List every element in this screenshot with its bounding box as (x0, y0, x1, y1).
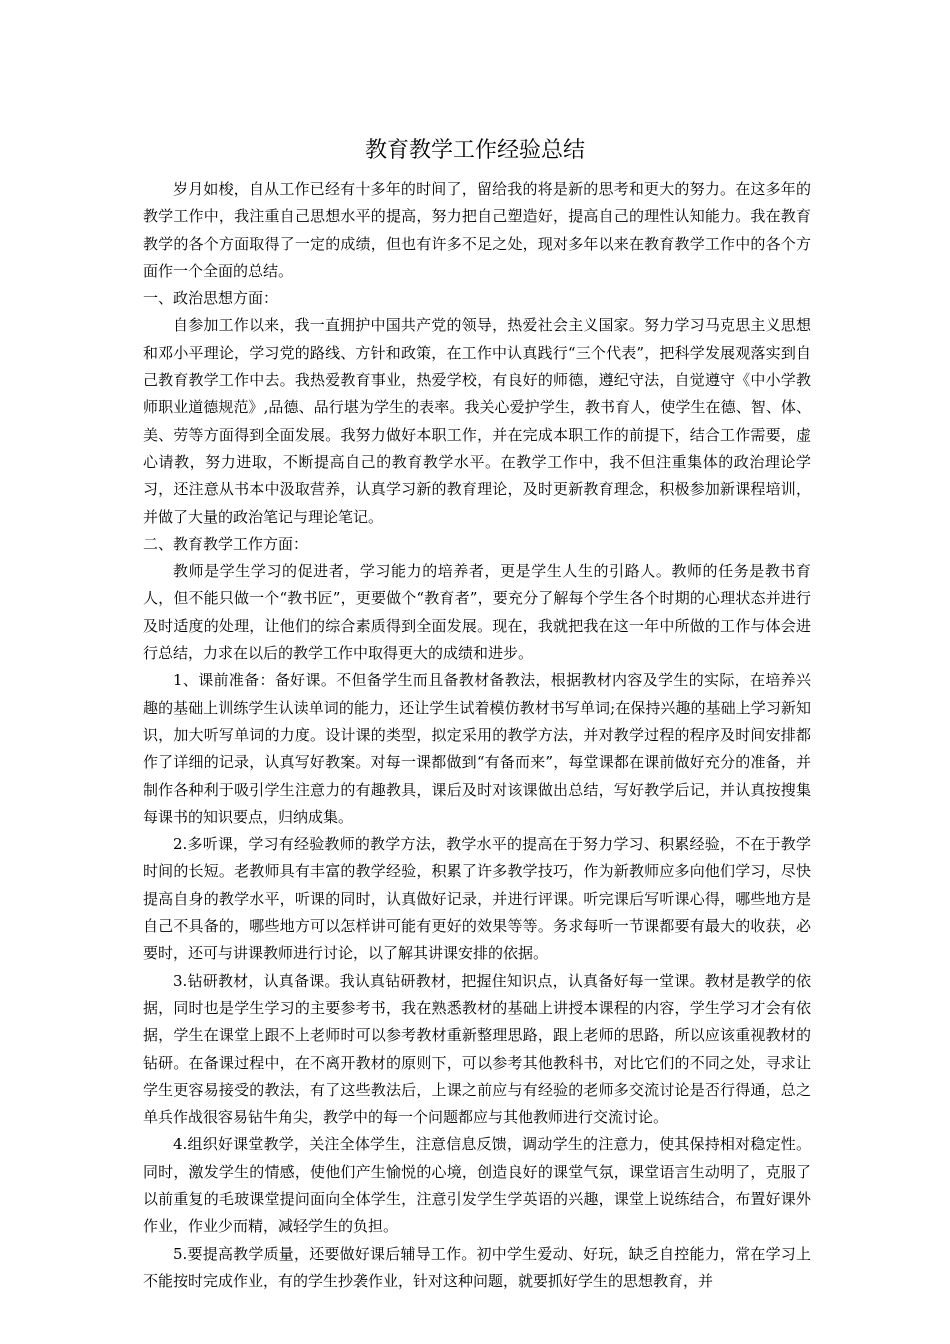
paragraph-political: 自参加工作以来，我一直拥护中国共产党的领导，热爱社会主义国家。努力学习马克思主义思想和邓小平理论，学习党的路线、方针和政策，在工作中认真践行“三个代表”，把科学发展观落实到自己教育教学工作中去。我热爱教育事业，热爱学校，有良好的师德，遵纪守法，自觉遵守《中小学教师职业道德规范》,品德、品行堪为学生的表率。我关心爱护学生，教书育人，使学生在德、智、体、美、劳等方面得到全面发展。我努力做好本职工作，并在完成本职工作的前提下，结合工作需要，虚心请教，努力进取，不断提高自己的教育教学水平。在教学工作中，我不但注重集体的政治理论学习，还注意从书本中汲取营养，认真学习新的教育理论，及时更新教育理念，积极参加新课程培训，并做了大量的政治笔记与理论笔记。 (143, 316, 811, 526)
paragraph-item-5: 5.要提高教学质量，还要做好课后辅导工作。初中学生爱动、好玩，缺乏自控能力，常在学习上不能按时完成作业，有的学生抄袭作业，针对这种问题，就要抓好学生的思想教育，并 (143, 1244, 811, 1290)
document-body (143, 176, 811, 1295)
paragraph-item-3: 3.钻研教材，认真备课。我认真钻研教材，把握住知识点，认真备好每一堂课。教材是教学的依据，同时也是学生学习的主要参考书，我在熟悉教材的基础上讲授本课程的内容，学生学习才会有依据，学生在课堂上跟不上老师时可以参考教材重新整理思路，跟上老师的思路，所以应该重视教材的钻研。在备课过程中，在不离开教材的原则下，可以参考其他教科书，对比它们的不同之处，寻求让学生更容易接受的教法，有了这些教法后，上课之前应与有经验的老师多交流讨论是否行得通，总之单兵作战很容易钻牛角尖，教学中的每一个问题都应与其他教师进行交流讨论。 (143, 971, 811, 1127)
paragraph-intro: 岁月如梭，自从工作已经有十多年的时间了，留给我的将是新的思考和更大的努力。在这多年的教学工作中，我注重自己思想水平的提高，努力把自己塑造好，提高自己的理性认知能力。我在教育教学的各个方面取得了一定的成绩，但也有许多不足之处，现对多年以来在教育教学工作中的各个方面作一个全面的总结。 (143, 180, 811, 280)
paragraph-item-2: 2.多听课，学习有经验教师的教学方法，教学水平的提高在于努力学习、积累经验，不在于教学时间的长短。老教师具有丰富的教学经验，积累了许多教学技巧，作为新教师应多向他们学习，尽快提高自身的教学水平，听课的同时，认真做好记录，并进行评课。听完课后写听课心得，哪些地方是自己不具备的，哪些地方可以怎样讲可能有更好的效果等等。务求每听一节课都要有最大的收获，必要时，还可与讲课教师进行讨论，以了解其讲课安排的依据。 (143, 835, 811, 963)
paragraph-teaching-intro: 教师是学生学习的促进者，学习能力的培养者，更是学生人生的引路人。教师的任务是教书育人，但不能只做一个“教书匠”，更要做个“教育者”，要充分了解每个学生各个时期的心理状态并进行及时适度的处理，让他们的综合素质得到全面发展。现在，我就把我在这一年中所做的工作与体会进行总结，力求在以后的教学工作中取得更大的成绩和进步。 (143, 562, 811, 663)
section-heading-teaching: 二、教育教学工作方面： (143, 534, 309, 553)
paragraph-item-4: 4.组织好课堂教学，关注全体学生，注意信息反馈，调动学生的注意力，使其保持相对稳定性。同时，激发学生的情感，使他们产生愉悦的心境，创造良好的课堂气氛，课堂语言生动明了，克服了以前重复的毛玻课堂提问面向全体学生，注意引发学生学英语的兴趣，课堂上说练结合，布置好课外作业，作业少而精，减轻学生的负担。 (143, 1135, 811, 1236)
section-heading-political: 一、政治思想方面： (143, 289, 279, 308)
document-title: 教育教学工作经验总结 (364, 138, 585, 163)
paragraph-item-1: 1、课前准备：备好课。不但备学生而且备教材备教法，根据教材内容及学生的实际，在培养兴趣的基础上训练学生认读单词的能力，还让学生试着模仿教材书写单词;在保持兴趣的基础上学习新知识，加大听写单词的力度。设计课的类型，拟定采用的教学方法，并对教学过程的程序及时间安排都作了详细的记录，认真写好教案。对每一课都做到“有备而来”，每堂课都在课前做好充分的准备，并制作各种利于吸引学生注意力的有趣教具，课后及时对该课做出总结，写好教学后记，并认真按搜集每课书的知识要点，归纳成集。 (143, 671, 811, 826)
